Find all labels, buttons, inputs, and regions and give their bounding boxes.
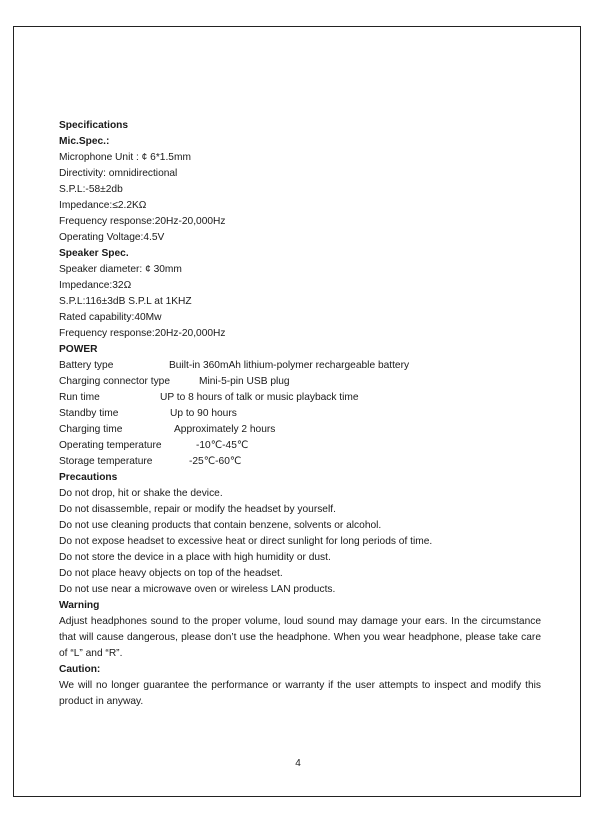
power-label: Standby time: [59, 408, 119, 419]
speaker-spec-item: S.P.L:116±3dB S.P.L at 1KHZ: [59, 296, 192, 307]
power-row: [59, 422, 541, 438]
power-heading: POWER: [59, 344, 98, 355]
specifications-title: Specifications: [59, 120, 129, 131]
speaker-spec-item: Rated capability:40Mw: [59, 312, 162, 323]
mic-spec-heading: Mic.Spec.:: [59, 136, 110, 147]
precaution-item: Do not use cleaning products that contain benzene, solvents or alcohol.: [59, 520, 382, 531]
power-row: [59, 358, 541, 374]
speaker-spec-item: Speaker diameter: ¢ 30mm: [59, 264, 182, 275]
speaker-spec-list: [59, 262, 541, 342]
power-value: -10℃-45℃: [196, 440, 249, 451]
power-label: Run time: [59, 392, 100, 403]
power-row: [59, 390, 541, 406]
power-table: [59, 358, 541, 470]
precaution-item: Do not place heavy objects on top of the headset.: [59, 568, 283, 579]
mic-spec-item: Directivity: omnidirectional: [59, 168, 178, 179]
caution-text: We will no longer guarantee the performance or warranty if the user attempts to inspect and modify this product in anyway.: [59, 680, 541, 707]
speaker-spec-item: Frequency response:20Hz-20,000Hz: [59, 328, 226, 339]
power-label: Operating temperature: [59, 440, 162, 451]
mic-spec-list: [59, 150, 541, 246]
power-label: Battery type: [59, 360, 114, 371]
precaution-item: Do not use near a microwave oven or wireless LAN products.: [59, 584, 336, 595]
mic-spec-item: Frequency response:20Hz-20,000Hz: [59, 216, 226, 227]
precautions-heading: Precautions: [59, 472, 118, 483]
warning-heading: Warning: [59, 600, 100, 611]
power-row: [59, 454, 541, 470]
specifications-section: [59, 118, 541, 710]
power-row: [59, 374, 541, 390]
precaution-item: Do not expose headset to excessive heat or direct sunlight for long periods of time.: [59, 536, 433, 547]
mic-spec-item: Impedance:≤2.2KΩ: [59, 200, 147, 211]
power-value: Approximately 2 hours: [174, 424, 276, 435]
mic-spec-item: S.P.L:-58±2db: [59, 184, 123, 195]
warning-text: Adjust headphones sound to the proper volume, loud sound may damage your ears. In the circumstance that will cause dangerous, please don’t use the headphone. When you wear headphone, please take care of “L” and “R”.: [59, 616, 541, 659]
page-number: 4: [295, 758, 301, 769]
precautions-list: [59, 486, 541, 598]
power-label: Storage temperature: [59, 456, 153, 467]
power-label: Charging connector type: [59, 376, 170, 387]
power-value: Mini-5-pin USB plug: [199, 376, 290, 387]
caution-heading: Caution:: [59, 664, 101, 675]
power-value: -25℃-60℃: [189, 456, 242, 467]
power-row: [59, 438, 541, 454]
mic-spec-item: Operating Voltage:4.5V: [59, 232, 165, 243]
precaution-item: Do not drop, hit or shake the device.: [59, 488, 223, 499]
power-value: Up to 90 hours: [170, 408, 237, 419]
precaution-item: Do not store the device in a place with high humidity or dust.: [59, 552, 331, 563]
speaker-spec-item: Impedance:32Ω: [59, 280, 132, 291]
speaker-spec-heading: Speaker Spec.: [59, 248, 129, 259]
power-row: [59, 406, 541, 422]
power-value: UP to 8 hours of talk or music playback time: [160, 392, 359, 403]
power-value: Built-in 360mAh lithium-polymer rechargeable battery: [169, 360, 410, 371]
mic-spec-item: Microphone Unit : ¢ 6*1.5mm: [59, 152, 191, 163]
power-label: Charging time: [59, 424, 123, 435]
precaution-item: Do not disassemble, repair or modify the headset by yourself.: [59, 504, 336, 515]
